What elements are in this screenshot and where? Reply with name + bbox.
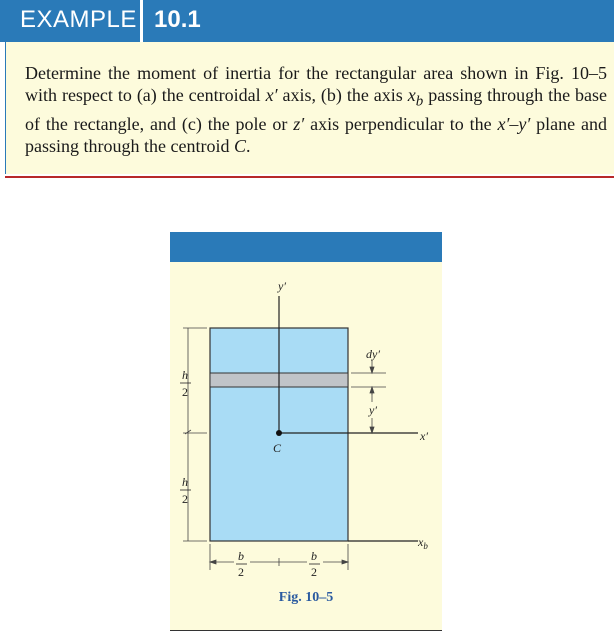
- example-label: EXAMPLE: [20, 6, 137, 33]
- h-half-bottom-den: 2: [182, 492, 188, 506]
- centroid-label: C: [273, 441, 282, 455]
- width-dimension: [210, 544, 348, 570]
- b-half-left-num: b: [238, 549, 244, 563]
- y-distance-label: y′: [369, 403, 377, 417]
- x-prime-label: x′: [420, 429, 428, 443]
- height-dimension: [183, 328, 207, 541]
- b-half-left-den: 2: [238, 565, 244, 579]
- problem-statement: Determine the moment of inertia for the rectangular area shown in Fig. 10–5 with respect to (a) the centroidal x′ axis, (b) the axis $x_b$ passing through the base of the rectangle, and (c) the pole or z′ axis perpendicular to the x′–y′ plane and passing through the centroid C.: [25, 63, 608, 156]
- xb-label: $x_b$: [418, 535, 428, 551]
- b-half-right-num: b: [311, 549, 317, 563]
- dy-label: dy′: [366, 347, 380, 361]
- dy-dimension: [351, 360, 386, 395]
- h-half-top-den: 2: [182, 385, 188, 399]
- h-half-bottom-num: h: [182, 475, 188, 489]
- h-half-top-num: h: [182, 368, 188, 382]
- example-number: 10.1: [154, 6, 201, 33]
- y-prime-label: y′: [278, 279, 286, 293]
- figure-caption: Fig. 10–5: [278, 590, 334, 605]
- centroid-point: [276, 430, 282, 436]
- b-half-right-den: 2: [311, 565, 317, 579]
- figure-bottom-rule: [170, 630, 442, 631]
